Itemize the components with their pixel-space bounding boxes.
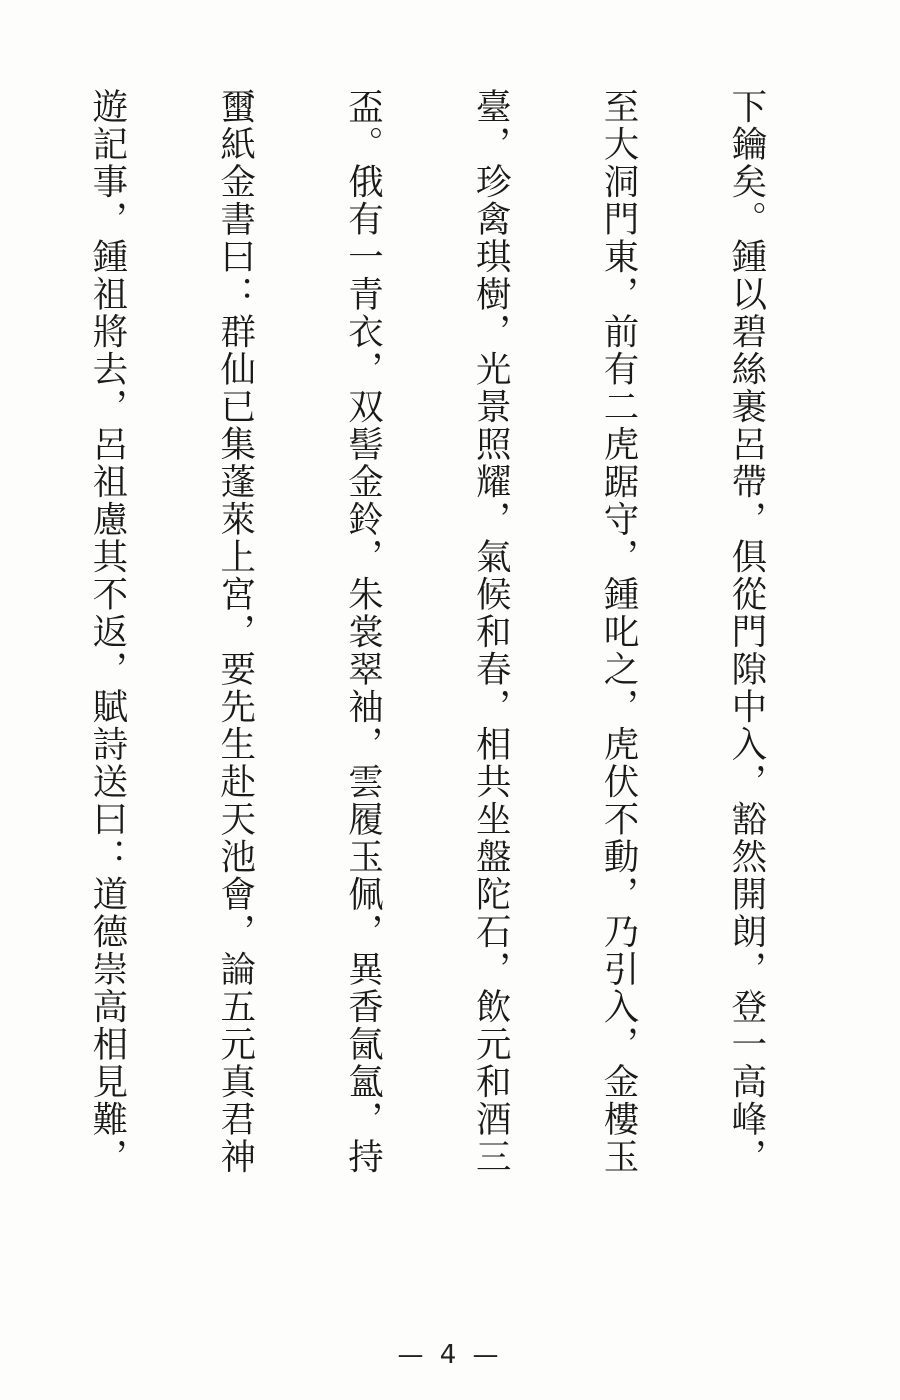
text-column: 盃。俄有一青衣，双髻金鈴，朱裳翠袖，雲履玉佩，異香氤氳，持 xyxy=(342,88,384,1176)
text-column: 下鑰矣。鍾以碧絲裹呂帶，俱從門隙中入，豁然開朗，登一高峰， xyxy=(725,88,767,1176)
text-column: 蠒紙金書曰：群仙已集蓬萊上宮，要先生赴天池會，論五元真君神 xyxy=(214,88,256,1176)
text-column: 至大洞門東，前有二虎踞守，鍾叱之，虎伏不動，乃引入，金樓玉 xyxy=(598,88,640,1176)
text-column: 遊記事，鍾祖將去，呂祖慮其不返，賦詩送曰：道德崇高相見難， xyxy=(86,88,128,1176)
page-number: — 4 — xyxy=(397,1340,503,1370)
vertical-text-body xyxy=(42,88,852,1338)
text-column: 臺，珍禽琪樹，光景照耀，氣候和春，相共坐盤陀石，飲元和酒三 xyxy=(470,88,512,1176)
